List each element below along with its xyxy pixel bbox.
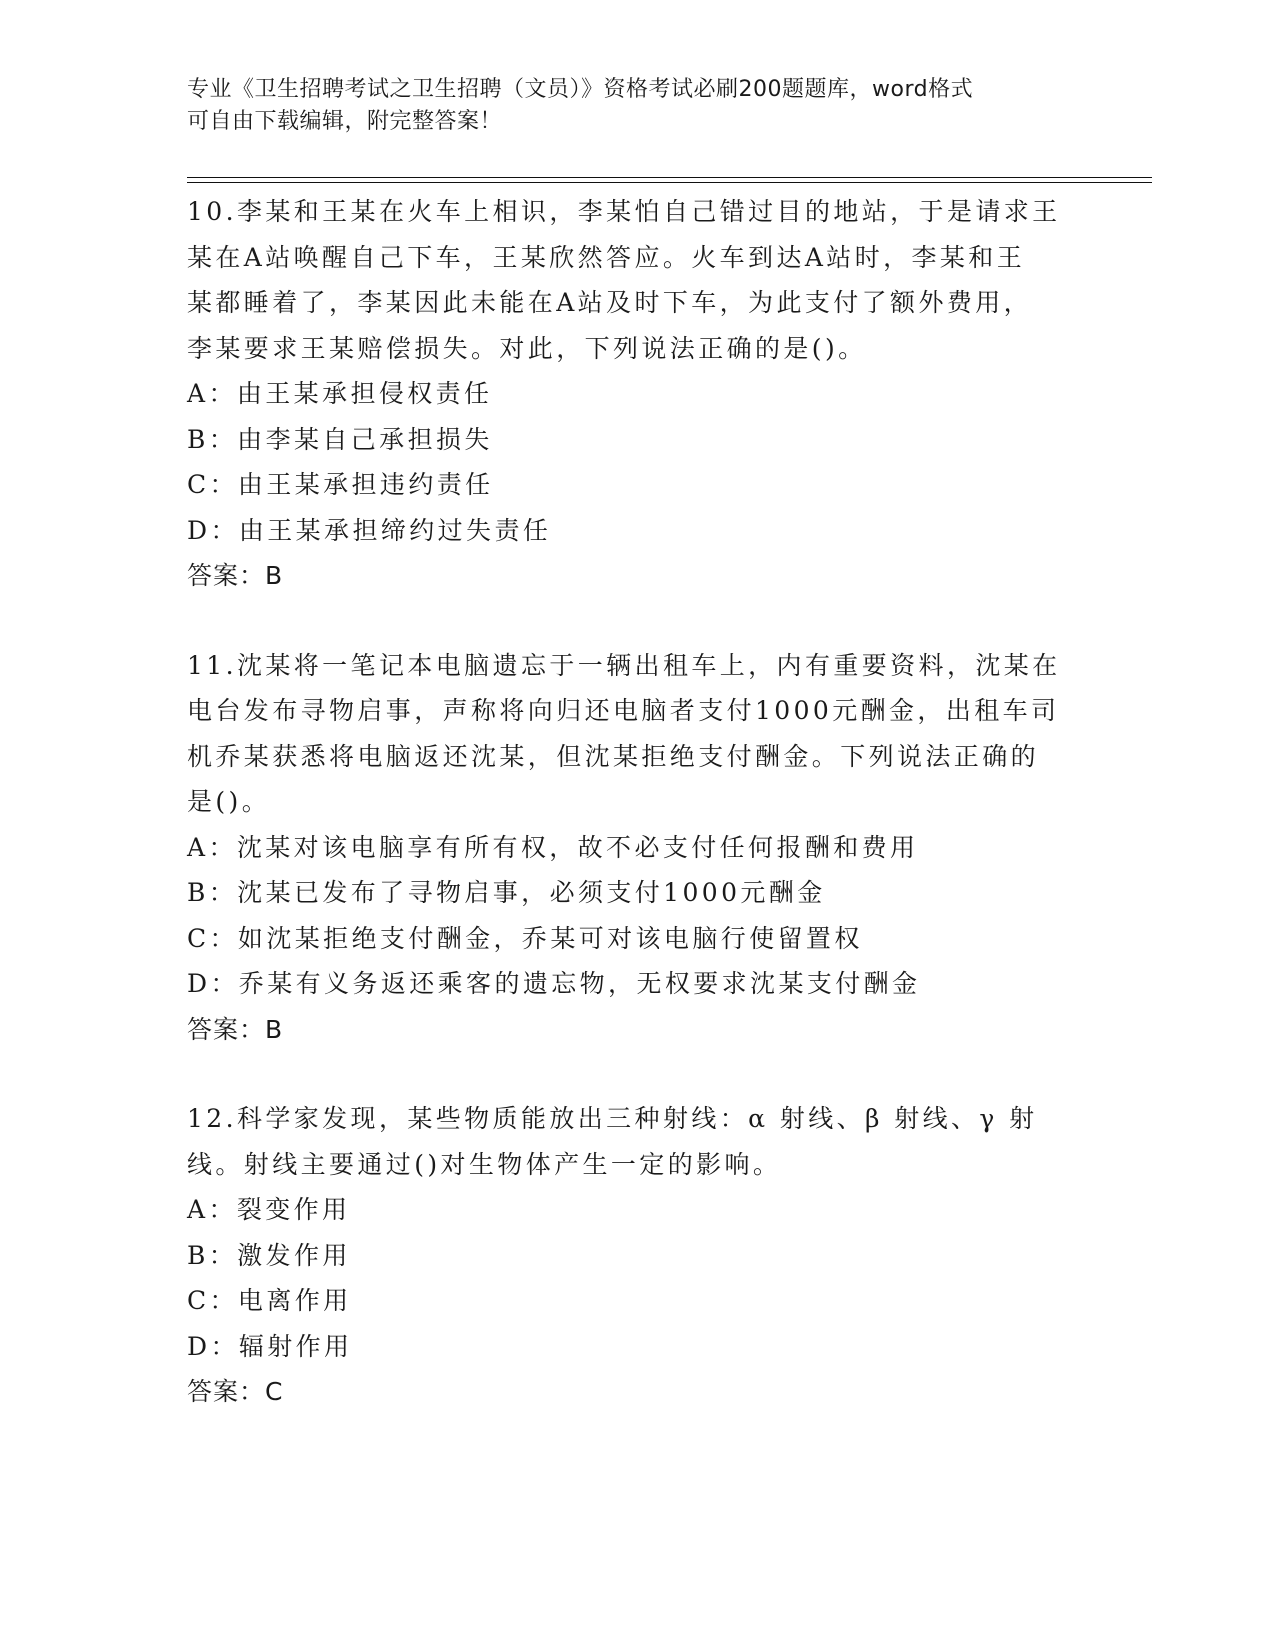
option-a: A：沈某对该电脑享有所有权，故不必支付任何报酬和费用 [187, 832, 919, 862]
option-a: A：由王某承担侵权责任 [187, 379, 493, 408]
header-rule-bottom [187, 182, 1152, 183]
answer: 答案：B [187, 1014, 284, 1044]
option-c: C：由王某承担违约责任 [187, 470, 494, 499]
header-line-1: 专业《卫生招聘考试之卫生招聘（文员）》资格考试必刷200题题库，word格式 [187, 77, 974, 102]
question-stem [187, 643, 1087, 825]
option-d: D：由王某承担缔约过失责任 [187, 515, 552, 545]
stem-line: 李某要求王某赔偿损失。对此，下列说法正确的是()。 [187, 333, 867, 363]
option-b: B：激发作用 [187, 1240, 351, 1270]
stem-line: 是()。 [187, 787, 271, 816]
stem-line: 某都睡着了，李某因此未能在A站及时下车，为此支付了额外费用， [187, 288, 1033, 317]
answer: 答案：B [187, 561, 284, 590]
option-d: D：辐射作用 [187, 1331, 353, 1361]
option-b: B：由李某自己承担损失 [187, 424, 493, 454]
option-b: B：沈某已发布了寻物启事，必须支付1000元酬金 [187, 878, 826, 907]
question-list [187, 189, 1087, 1459]
question-stem [187, 189, 1087, 371]
stem-line: 12.科学家发现，某些物质能放出三种射线：α 射线、β 射线、γ 射 [187, 1104, 1038, 1133]
answer: 答案：C [187, 1377, 284, 1406]
option-c: C：如沈某拒绝支付酬金，乔某可对该电脑行使留置权 [187, 923, 863, 953]
option-c: C：电离作用 [187, 1286, 352, 1315]
stem-line: 电台发布寻物启事，声称将向归还电脑者支付1000元酬金，出租车司 [187, 696, 1060, 725]
stem-line: 10.李某和王某在火车上相识，李某怕自己错过目的地站，于是请求王 [187, 197, 1061, 226]
stem-line: 机乔某获悉将电脑返还沈某，但沈某拒绝支付酬金。下列说法正确的 [187, 741, 1040, 771]
header-rule-top [187, 177, 1152, 178]
question-11 [187, 643, 1087, 1053]
stem-line: 某在A站唤醒自己下车，王某欣然答应。火车到达A站时，李某和王 [187, 242, 1026, 272]
question-10 [187, 189, 1087, 599]
question-stem [187, 1096, 1087, 1187]
stem-line: 11.沈某将一笔记本电脑遗忘于一辆出租车上，内有重要资料，沈某在 [187, 650, 1061, 680]
header-line-2: 可自由下载编辑，附完整答案！ [187, 109, 503, 134]
document-header [187, 74, 1087, 138]
question-12 [187, 1096, 1087, 1415]
option-d: D：乔某有义务返还乘客的遗忘物，无权要求沈某支付酬金 [187, 969, 921, 998]
option-a: A：裂变作用 [187, 1195, 351, 1224]
stem-line: 线。射线主要通过()对生物体产生一定的影响。 [187, 1149, 782, 1179]
